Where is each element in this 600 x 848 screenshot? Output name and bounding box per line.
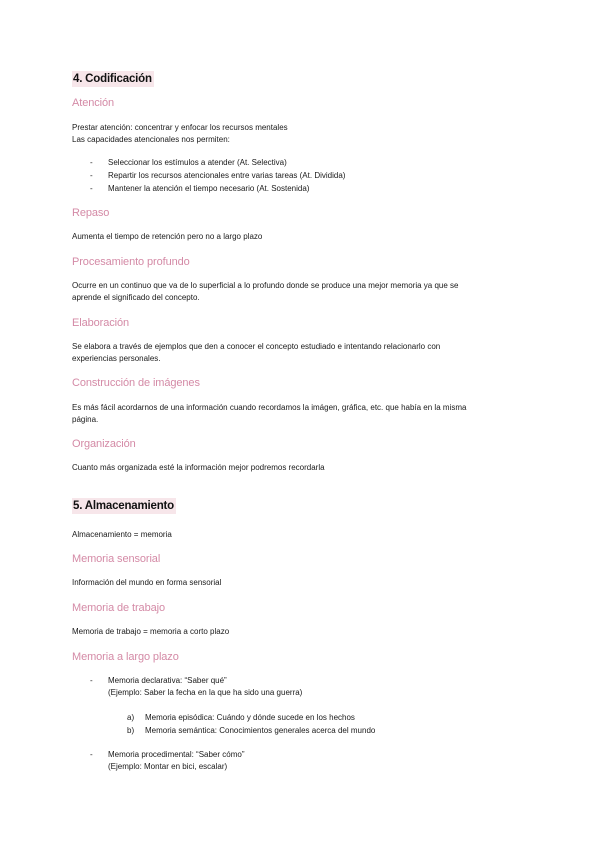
paragraph-line: Almacenamiento = memoria <box>72 530 172 539</box>
heading-memoria-sensorial: Memoria sensorial <box>72 553 161 565</box>
heading-repaso: Repaso <box>72 207 110 219</box>
heading-elaboracion: Elaboración <box>72 317 129 329</box>
list-item-example: (Ejemplo: Montar en bici, escalar) <box>108 762 228 771</box>
list-item: Memoria procedimental: “Saber cómo” <box>108 750 245 759</box>
sublist-marker: b) <box>127 726 135 735</box>
paragraph-line: Las capacidades atencionales nos permiten: <box>72 135 230 144</box>
heading-memoria-largo-plazo: Memoria a largo plazo <box>72 651 179 663</box>
heading-organizacion: Organización <box>72 438 136 450</box>
paragraph-line: Prestar atención: concentrar y enfocar los recursos mentales <box>72 123 288 132</box>
list-item: Memoria declarativa: “Saber qué” <box>108 676 227 685</box>
list-dash: - <box>90 158 93 167</box>
paragraph-line: Cuanto más organizada esté la información mejor podremos recordarla <box>72 463 325 472</box>
paragraph-line: página. <box>72 415 99 424</box>
list-item: Seleccionar los estímulos a atender (At. Selectiva) <box>108 158 287 167</box>
sublist-marker: a) <box>127 713 135 722</box>
paragraph-line: Aumenta el tiempo de retención pero no a largo plazo <box>72 232 263 241</box>
paragraph-line: Ocurre en un continuo que va de lo superficial a lo profundo donde se produce una mejor memoria ya que se <box>72 281 459 290</box>
section-title-codificacion: 4. Codificación <box>73 73 152 85</box>
list-dash: - <box>90 750 93 759</box>
paragraph-line: Es más fácil acordarnos de una información cuando recordamos la imágen, gráfica, etc. que había en la misma <box>72 403 467 412</box>
list-item: Repartir los recursos atencionales entre varias tareas (At. Dividida) <box>108 171 346 180</box>
heading-memoria-trabajo: Memoria de trabajo <box>72 602 165 614</box>
heading-construccion-imagenes: Construcción de imágenes <box>72 377 200 389</box>
list-dash: - <box>90 676 93 685</box>
list-item: Mantener la atención el tiempo necesario (At. Sostenida) <box>108 184 310 193</box>
heading-atencion: Atención <box>72 97 115 109</box>
paragraph-line: experiencias personales. <box>72 354 161 363</box>
paragraph-line: Memoria de trabajo = memoria a corto plazo <box>72 627 230 636</box>
paragraph-line: Información del mundo en forma sensorial <box>72 578 222 587</box>
section-title-almacenamiento: 5. Almacenamiento <box>73 500 174 512</box>
sublist-item: Memoria semántica: Conocimientos generales acerca del mundo <box>145 726 376 735</box>
list-item-example: (Ejemplo: Saber la fecha en la que ha sido una guerra) <box>108 688 303 697</box>
sublist-item: Memoria episódica: Cuándo y dónde sucede en los hechos <box>145 713 355 722</box>
list-dash: - <box>90 171 93 180</box>
paragraph-line: Se elabora a través de ejemplos que den a conocer el concepto estudiado e intentando relacionarlo con <box>72 342 441 351</box>
heading-procesamiento-profundo: Procesamiento profundo <box>72 256 190 268</box>
paragraph-line: aprende el significado del concepto. <box>72 293 200 302</box>
list-dash: - <box>90 184 93 193</box>
